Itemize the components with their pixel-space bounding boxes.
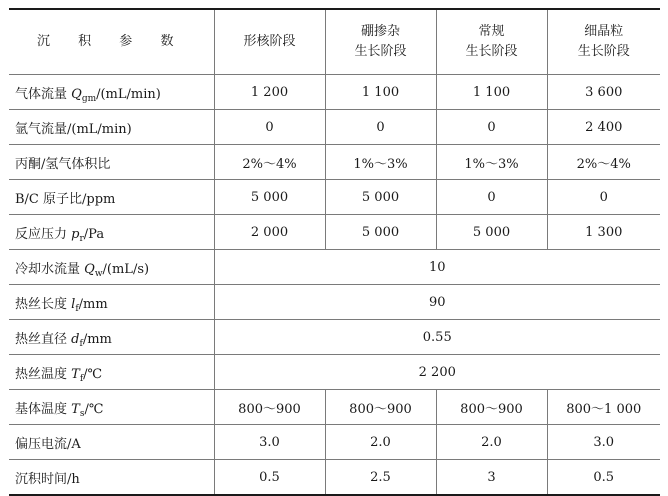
row-label: 热丝温度 $T_f/℃$ [9,355,214,390]
value-cell: 2.0 [436,425,547,460]
merged-value-cell: 10 [214,250,660,285]
row-label: 偏压电流/A [9,425,214,460]
header-row [9,9,660,75]
value-cell: 0.5 [214,460,325,496]
table-row [9,145,660,180]
value-cell: 3.0 [214,425,325,460]
value-cell: 2%～4% [214,145,325,180]
value-cell: 1 100 [436,75,547,110]
value-cell: 5 000 [325,180,436,215]
row-label: 热丝直径 $d_f/mm$ [9,320,214,355]
value-cell: 2%～4% [547,145,660,180]
value-cell: 800～1 000 [547,390,660,425]
header-param: 沉 积 参 数 [9,9,214,75]
row-label: B/C 原子比/ppm [9,180,214,215]
value-cell: 1%～3% [436,145,547,180]
row-label: 气体流量 $Q_{gm}/(mL/\min)$ [9,75,214,110]
table-row [9,75,660,110]
row-label: 氩气流量/(mL/min) [9,110,214,145]
value-cell: 2 000 [214,215,325,250]
row-label: 热丝长度 $l_f/mm$ [9,285,214,320]
value-cell: 2.0 [325,425,436,460]
table-row [9,320,660,355]
value-cell: 800～900 [436,390,547,425]
table-row [9,355,660,390]
value-cell: 1 300 [547,215,660,250]
table-row [9,215,660,250]
header-stage-4: 细晶粒 生长阶段 [547,9,660,75]
header-stage-2: 硼掺杂 生长阶段 [325,9,436,75]
row-label: 冷却水流量 $Q_w/(mL/s)$ [9,250,214,285]
merged-value-cell: 2 200 [214,355,660,390]
table-row [9,285,660,320]
value-cell: 0 [214,110,325,145]
header-stage-1: 形核阶段 [214,9,325,75]
header-stage-3: 常规 生长阶段 [436,9,547,75]
row-label: 沉积时间/h [9,460,214,496]
merged-value-cell: 0.55 [214,320,660,355]
row-label: 反应压力 $p_r/Pa$ [9,215,214,250]
table-row [9,425,660,460]
table-body [9,75,660,496]
value-cell: 5 000 [214,180,325,215]
value-cell: 0 [436,180,547,215]
table-row [9,390,660,425]
value-cell: 1%～3% [325,145,436,180]
value-cell: 0.5 [547,460,660,496]
value-cell: 1 100 [325,75,436,110]
value-cell: 3 [436,460,547,496]
table-row [9,250,660,285]
value-cell: 5 000 [325,215,436,250]
value-cell: 2 400 [547,110,660,145]
value-cell: 0 [325,110,436,145]
table-row [9,110,660,145]
row-label: 基体温度 $T_s/℃$ [9,390,214,425]
value-cell: 1 200 [214,75,325,110]
merged-value-cell: 90 [214,285,660,320]
value-cell: 3.0 [547,425,660,460]
value-cell: 0 [547,180,660,215]
value-cell: 0 [436,110,547,145]
deposition-parameters-table [9,8,660,496]
value-cell: 2.5 [325,460,436,496]
value-cell: 800～900 [214,390,325,425]
value-cell: 800～900 [325,390,436,425]
value-cell: 3 600 [547,75,660,110]
value-cell: 5 000 [436,215,547,250]
row-label: 丙酮/氢气体积比 [9,145,214,180]
table-row [9,180,660,215]
